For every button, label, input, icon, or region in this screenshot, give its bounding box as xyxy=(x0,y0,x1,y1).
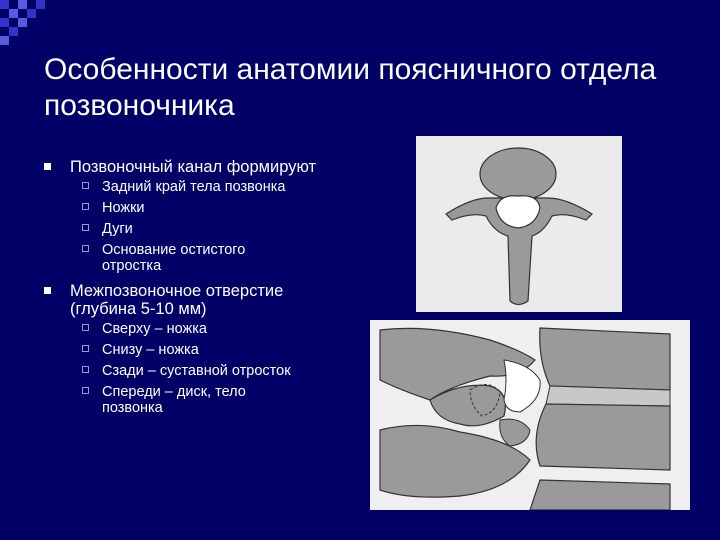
list-item-text: Ножки xyxy=(102,200,145,216)
list-item xyxy=(44,384,374,416)
list-item xyxy=(44,179,374,195)
list-item-text: Основание остистого отростка xyxy=(102,242,246,274)
bullet-text: Позвоночный канал формируют xyxy=(70,158,317,176)
corner-decoration xyxy=(0,0,60,50)
hollow-square-bullet-icon xyxy=(82,182,89,189)
sub-list xyxy=(44,179,374,274)
list-item-text: Сзади – суставной отросток xyxy=(102,363,291,379)
bullet-text: Межпозвоночное отверстие (глубина 5-10 мм) xyxy=(70,282,284,318)
list-item-text: Сверху – ножка xyxy=(102,321,207,337)
list-item-text: Спереди – диск, тело позвонка xyxy=(102,384,246,416)
list-item xyxy=(44,363,374,379)
list-item xyxy=(44,221,374,237)
hollow-square-bullet-icon xyxy=(82,387,89,394)
bullet-spinal-canal xyxy=(44,158,374,176)
bullet-list xyxy=(44,158,374,424)
list-item-text: Задний край тела позвонка xyxy=(102,179,286,195)
bullet-foramen xyxy=(44,282,374,318)
hollow-square-bullet-icon xyxy=(82,345,89,352)
hollow-square-bullet-icon xyxy=(82,324,89,331)
hollow-square-bullet-icon xyxy=(82,224,89,231)
lumbar-spine-lateral-image xyxy=(370,320,690,510)
list-item xyxy=(44,342,374,358)
list-item xyxy=(44,200,374,216)
vertebra-axial-image xyxy=(416,136,622,312)
sub-list xyxy=(44,321,374,416)
hollow-square-bullet-icon xyxy=(82,203,89,210)
hollow-square-bullet-icon xyxy=(82,245,89,252)
list-item-text: Снизу – ножка xyxy=(102,342,199,358)
list-item xyxy=(44,321,374,337)
square-bullet-icon xyxy=(44,163,51,170)
slide-title: Особенности анатомии поясничного отдела позвоночника xyxy=(44,53,657,122)
square-bullet-icon xyxy=(44,287,51,294)
list-item-text: Дуги xyxy=(102,221,133,237)
hollow-square-bullet-icon xyxy=(82,366,89,373)
list-item xyxy=(44,242,374,274)
